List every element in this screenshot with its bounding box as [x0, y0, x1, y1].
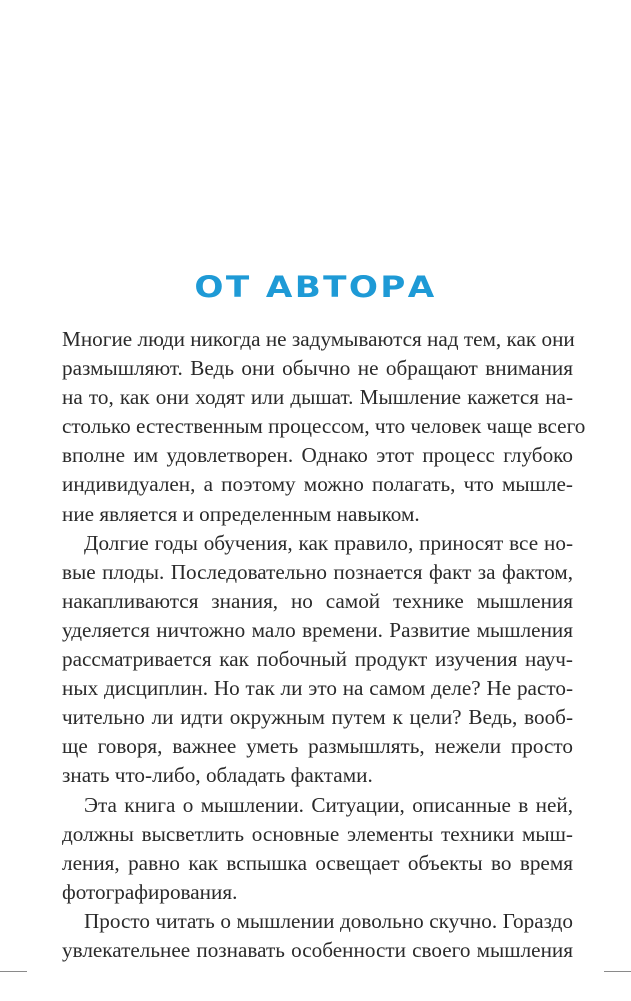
- chapter-title: ОТ АВТОРА: [194, 270, 437, 304]
- text-line: размышляют. Ведь они обычно не обращают внимания: [62, 356, 573, 381]
- text-line: ных дисциплин. Но так ли это на самом деле? Не расто-: [62, 676, 573, 701]
- text-line: вые плоды. Последовательно познается факт за фактом,: [62, 559, 573, 584]
- text-line: вполне им удовлетворен. Однако этот процесс глубоко: [62, 443, 573, 468]
- text-line: знать что-либо, обладать фактами.: [62, 763, 373, 788]
- text-line: Эта книга о мышлении. Ситуации, описанные в ней,: [84, 792, 573, 817]
- text-line: ще говоря, важнее уметь размышлять, нежели просто: [62, 734, 573, 759]
- text-line: фотографирования.: [62, 879, 238, 904]
- text-line: Долгие годы обучения, как правило, приносят все но-: [84, 530, 573, 555]
- text-line: ние является и определенным навыком.: [62, 501, 420, 526]
- text-line: рассматривается как побочный продукт изучения науч-: [62, 647, 573, 672]
- text-line: увлекательнее познавать особенности своего мышления: [62, 937, 573, 962]
- text-line: на то, как они ходят или дышат. Мышление кажется на-: [62, 385, 573, 410]
- text-line: накапливаются знания, но самой технике мышления: [62, 588, 573, 613]
- crop-mark-left: [0, 971, 27, 972]
- crop-mark-right: [604, 971, 631, 972]
- text-line: столько естественным процессом, что человек чаще всего: [62, 414, 586, 439]
- text-line: Просто читать о мышлении довольно скучно. Гораздо: [84, 908, 573, 933]
- text-line: чительно ли идти окружным путем к цели? Ведь, вооб-: [62, 705, 573, 730]
- body-text: [62, 325, 586, 965]
- text-line: должны высветлить основные элементы техники мыш-: [62, 821, 573, 846]
- text-line: ления, равно как вспышка освещает объекты во время: [62, 850, 573, 875]
- text-line: индивидуален, а поэтому можно полагать, что мышле-: [62, 472, 573, 497]
- text-line: Многие люди никогда не задумываются над тем, как они: [62, 327, 575, 351]
- text-line: уделяется ничтожно мало времени. Развитие мышления: [62, 617, 573, 642]
